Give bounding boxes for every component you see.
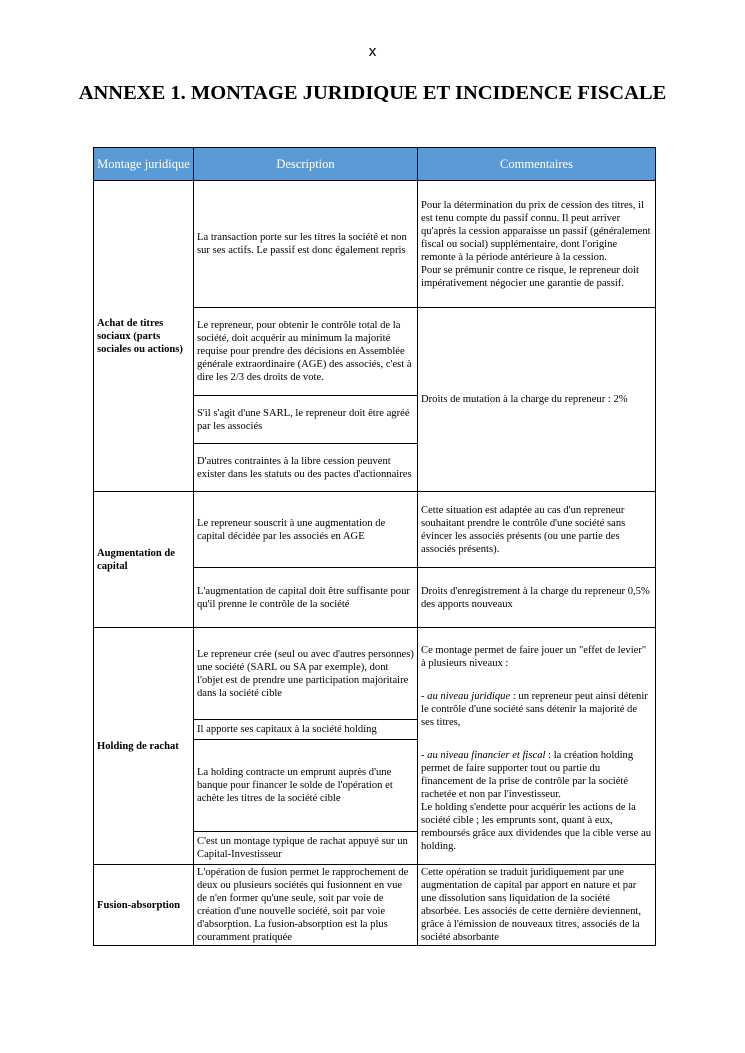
holding-desc-4: C'est un montage typique de rachat appuyé sur un Capital-Investisseur — [194, 832, 418, 865]
holding-desc-1: Le repreneur crée (seul ou avec d'autres personnes) une société (SARL ou SA par exemple), dont l'objet est de prendre une participation majoritaire dans la société cible — [194, 628, 418, 720]
augmentation-comment-2: Droits d'enregistrement à la charge du repreneur 0,5% des apports nouveaux — [418, 568, 656, 628]
augmentation-desc-1: Le repreneur souscrit à une augmentation de capital décidée par les associés en AGE — [194, 492, 418, 568]
annex-table — [93, 147, 656, 946]
row-label-achat: Achat de titres sociaux (parts sociales ou actions) — [94, 181, 194, 492]
page-marker: x — [368, 44, 377, 60]
holding-comment-juridique-label: - au niveau juridique — [421, 691, 511, 702]
holding-comment — [418, 628, 656, 865]
holding-comment-financier — [421, 749, 652, 853]
achat-desc-2: Le repreneur, pour obtenir le contrôle total de la société, doit acquérir au minimum la majorité requise pour prendre des décisions en Assemblée générale extraordinaire (AGE) des associés, c'est à dire les 2/3 des droits de vote. — [194, 308, 418, 396]
header-montage: Montage juridique — [94, 148, 194, 181]
achat-comment-1: Pour la détermination du prix de cession des titres, il est tenu compte du passif connu. Il peut arriver qu'après la cession apparaisse un passif (généralement fiscal ou social) supplémentaire, dont l'origine remonte à la période antérieure à la cession. Pour se prémunir contre ce risque, le repreneur doit impérativement négocier une garantie de passif. — [418, 181, 656, 308]
achat-comment-2: Droits de mutation à la charge du repreneur : 2% — [418, 308, 656, 492]
augmentation-desc-2: L'augmentation de capital doit être suffisante pour qu'il prenne le contrôle de la société — [194, 568, 418, 628]
holding-comment-intro: Ce montage permet de faire jouer un "effet de levier" à plusieurs niveaux : — [421, 645, 647, 669]
page-title: ANNEXE 1. MONTAGE JURIDIQUE ET INCIDENCE FISCALE — [78, 82, 667, 104]
header-description: Description — [194, 148, 418, 181]
holding-comment-juridique-text: : un repreneur peut ainsi détenir le contrôle d'une société sans détenir la majorité de ses titres, — [421, 691, 648, 728]
augmentation-comment-1: Cette situation est adaptée au cas d'un repreneur souhaitant prendre le contrôle d'une société sans évincer les associés présents (ou une partie des associés présents). — [418, 492, 656, 568]
fusion-comment: Cette opération se traduit juridiquement par une augmentation de capital par apport en nature et par une dissolution sans liquidation de la société absorbée. Les associés de cette dernière deviennent, grâce à l'émission de nouveaux titres, associés de la société absorbante — [418, 865, 656, 946]
achat-desc-4: D'autres contraintes à la libre cession peuvent exister dans les statuts ou des pactes d'actionnaires — [194, 444, 418, 492]
holding-desc-2: Il apporte ses capitaux à la société holding — [194, 720, 418, 740]
holding-comment-financier-label: - au niveau financier et fiscal — [421, 750, 546, 761]
achat-desc-1: La transaction porte sur les titres la société et non sur ses actifs. Le passif est donc également repris — [194, 181, 418, 308]
holding-desc-3: La holding contracte un emprunt auprès d'une banque pour financer le solde de l'opération et achète les titres de la société cible — [194, 740, 418, 832]
achat-desc-3: S'il s'agit d'une SARL, le repreneur doit être agréé par les associés — [194, 396, 418, 444]
header-commentaires: Commentaires — [418, 148, 656, 181]
holding-comment-financier-text: : la création holding permet de faire supporter tout ou partie du financement de la prise de contrôle par la société rachetée et non par l'investisseur. Le holding s'endette pour acquérir les actions de la société cible ; les emprunts sont, quant à eux, remboursés grâce aux dividendes que la cible verse au holding. — [421, 750, 652, 852]
holding-comment-juridique — [421, 690, 652, 729]
row-label-holding: Holding de rachat — [94, 628, 194, 865]
fusion-desc: L'opération de fusion permet le rapprochement de deux ou plusieurs sociétés qui fusionnent en vue de n'en former qu'une seule, soit par voie de création d'une nouvelle société, soit par voie d'absorption. La fusion-absorption est la plus couramment pratiquée — [194, 865, 418, 946]
row-label-augmentation: Augmentation de capital — [94, 492, 194, 628]
row-label-fusion: Fusion-absorption — [94, 865, 194, 946]
